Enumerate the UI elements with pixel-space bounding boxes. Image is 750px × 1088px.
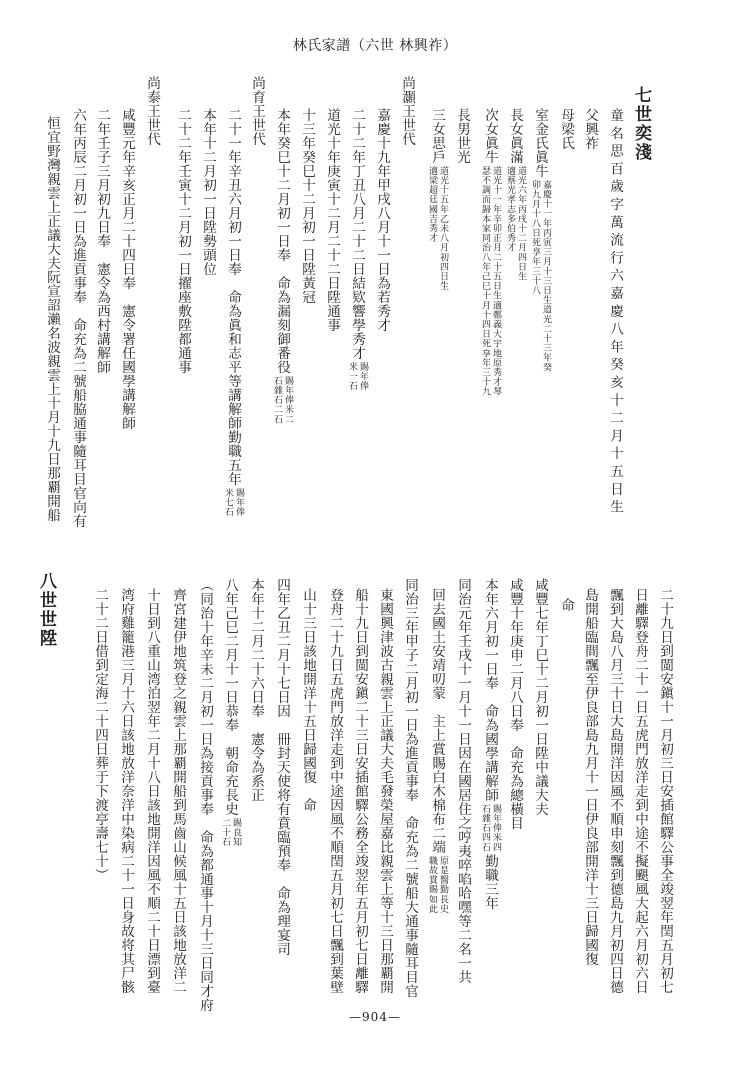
upper-column: 恒宜野灣親雲上正議大夫阮宣詔瀨名波親雲上十月十九日那覇開船 (44, 116, 60, 522)
lower-column: 登舟二十九日五虎門放洋走到中途因風不順閏五月初七日飄到葉壁 (327, 588, 343, 994)
note-line: 道光十一年辛卯正月二十五日生適鄭義大宇地原秀才琴 (491, 166, 501, 397)
entry-text: 八年己巳二月十一日恭奉 朝命充長史 (222, 578, 238, 816)
note-line: 卯九月十八日死享年三十八 (530, 180, 540, 296)
upper-column: 六年丙辰二月初一日為進貢事奉 命充為二號船脇通事隨耳目官向有 (70, 108, 86, 528)
upper-column: 咸豐元年辛亥正月二十四日奉 憲令署任國學講解師 (119, 108, 135, 430)
entry-text: 二十二年丁丑八月二十二日結欵響學秀才 (349, 108, 365, 360)
lower-column: 本年十二月二十六日奉 憲令為系正 (248, 578, 264, 802)
upper-column: 本年十二月初一日陞勢頭位 (200, 108, 216, 276)
note-line: 賜年俸 (234, 488, 244, 517)
interlinear-note (222, 488, 244, 517)
upper-column: 嘉慶十九年甲戌八月十一日為若秀才 (374, 108, 390, 332)
note-line: 適梁超廷國吉秀才 (427, 166, 437, 243)
entry-text: 回去國土安靖叨蒙 主上賞賜白木棉布二端 (429, 588, 445, 854)
note-line: 原是醫勤長史 (438, 856, 448, 914)
lower-column (479, 578, 501, 910)
lower-column: 同治三年甲子二月初一日為進貢事奉 命充為二號船大通事隨耳目官 (402, 578, 418, 998)
interlinear-note (426, 856, 448, 914)
entry-text: 長女眞滿 (507, 108, 523, 164)
note-line: 二十石 (220, 818, 230, 847)
lower-column: 四年乙丑二月十七日因 冊封天使将有賁臨預奉 命為理宴司 (274, 578, 290, 956)
interlinear-note (479, 166, 501, 396)
upper-column (529, 108, 551, 374)
reign-heading: 尚育王世代 (249, 76, 265, 146)
note-line: 道光六年丙戌十二月四日生 (516, 166, 526, 282)
lower-column: 山十三日該地開洋十五日歸國復 命 (300, 588, 316, 812)
note-line: 道光十五年乙未八月初四日生 (438, 166, 448, 291)
lower-column (219, 578, 241, 849)
lower-column: 齊宮建伊地筑登之親雲上那覇開船到馬齒山候風十五日該地放洋二 (170, 588, 186, 994)
lower-column: 湾府雞籠港三月十六日該地放洋奈洋中染病二十一日身故将其尸骸 (118, 588, 134, 994)
entry-text: 次女眞牛 (482, 108, 498, 164)
upper-column (346, 108, 368, 393)
note-line: 賜良知 (231, 818, 241, 847)
upper-column: 道光十年庚寅十二月二十二日陞通事 (324, 108, 340, 332)
lower-column: 二十二日借到定海二十四日葬于下渡亭壽七十） (92, 588, 108, 882)
note-line: 賜年俸米四 (491, 804, 501, 852)
upper-column: 父興祚 (582, 108, 598, 150)
upper-column: 二十二年壬寅十二月初一日擢座敷陞都通事 (175, 108, 191, 374)
upper-column (504, 108, 526, 283)
upper-column (271, 108, 293, 426)
lower-column: 十日到八重山湾泊翌年二月十八日該地開洋因風不順二十日漂到臺 (144, 588, 160, 994)
upper-column (479, 108, 501, 398)
upper-column: 長男世光 (454, 108, 470, 164)
lower-column: 飄到大島八月三十日大島開洋因風不順申刻飄到德島九月初四日德 (607, 588, 623, 994)
note-line: 賜年俸 (358, 362, 368, 391)
note-line: 適蔡光孝志多伯秀才 (505, 166, 515, 253)
reign-heading: 尚灝王世代 (399, 76, 415, 146)
upper-column (426, 108, 448, 293)
interlinear-note (346, 362, 368, 391)
note-line: 石雜石四石 (480, 804, 490, 852)
generation-heading: 八世世陞 (36, 572, 56, 648)
lower-column (426, 588, 448, 916)
note-line: 職故賞賜如此 (427, 856, 437, 914)
entry-text-continued: 勤職三年 (482, 854, 498, 910)
note-line: 嘉慶十一年丙寅三月十三日生道光二十三年癸 (541, 180, 551, 372)
note-line: 米七石 (223, 488, 233, 517)
entry-text: 二十一年辛丑六月初一日奉 命為眞和志平等講解師勤職五年 (225, 108, 241, 486)
note-line: 賜年俸米二 (283, 376, 293, 424)
running-header: 林氏家譜（六世 林興祚） (292, 38, 458, 54)
note-line: 瑟不調而歸本家同治八年己巳十月十四日死享年三十九 (480, 166, 490, 397)
interlinear-note (426, 166, 448, 291)
upper-column: 母梁氏 (558, 108, 574, 150)
lower-column: 咸豐十年庚申二月八日奉 命充為總橫目 (507, 578, 523, 830)
entry-text: 本年癸巳十二月初一日奉 命為漏刻御番役 (274, 108, 290, 374)
lower-column: 東國興津波古親雲上正議大夫毛發榮屋嘉比親雲上等十三日那覇開 (377, 588, 393, 994)
entry-text: 本年六月初一日奉 命為國學講解師 (482, 578, 498, 802)
lower-column: 同治元年壬戌十一月十一日因在國居住之哼夷啐啗哈嘿等二名一共 (455, 578, 471, 984)
entry-text: 室金氏眞牛 (532, 108, 548, 178)
interlinear-note (271, 376, 293, 424)
lower-column: 島開船臨間飄至伊良部島九月十一日伊良部開洋十三日歸國復 (582, 588, 598, 966)
upper-column: 童名思百歲字萬流行六嘉慶八年癸亥十二月十五日生 (607, 108, 623, 518)
upper-column: 十三年癸巳十二月初一日陞黃冠 (299, 108, 315, 304)
lower-column: 命 (558, 598, 574, 612)
interlinear-note (479, 804, 501, 852)
note-line: 米一石 (347, 362, 357, 391)
interlinear-note (219, 818, 241, 847)
lower-column: 日離驛登舟二十一日五虎門放洋走到中途不擬颶風大起六月初六日 (632, 588, 648, 994)
upper-column: 二年壬子三月初九日奉 憲令為西村講解師 (94, 108, 110, 374)
lower-column: （同治十年辛未二月初一日為接貢事奉 命為都通事十月十三日同才府 (197, 578, 213, 1012)
generation-heading: 七世奕淺 (631, 86, 651, 162)
note-line: 石雜石二石 (272, 376, 282, 424)
interlinear-note (529, 180, 551, 372)
lower-column: 船十九日到閩安鎭二十三日安插館驛公務全竣翌年五月初七日離驛 (352, 588, 368, 994)
lower-column: 二十九日到閩安鎭十一月初三日安插館驛公事全竣翌年閏五月初七 (657, 588, 673, 994)
lower-column: 咸豐七年丁巳十二月初一日陞中議大夫 (532, 578, 548, 816)
reign-heading: 尚泰王世代 (144, 76, 160, 146)
entry-text: 三女思戶 (429, 108, 445, 164)
interlinear-note (504, 166, 526, 281)
page-number: —904— (349, 1010, 401, 1024)
upper-column (222, 108, 244, 519)
